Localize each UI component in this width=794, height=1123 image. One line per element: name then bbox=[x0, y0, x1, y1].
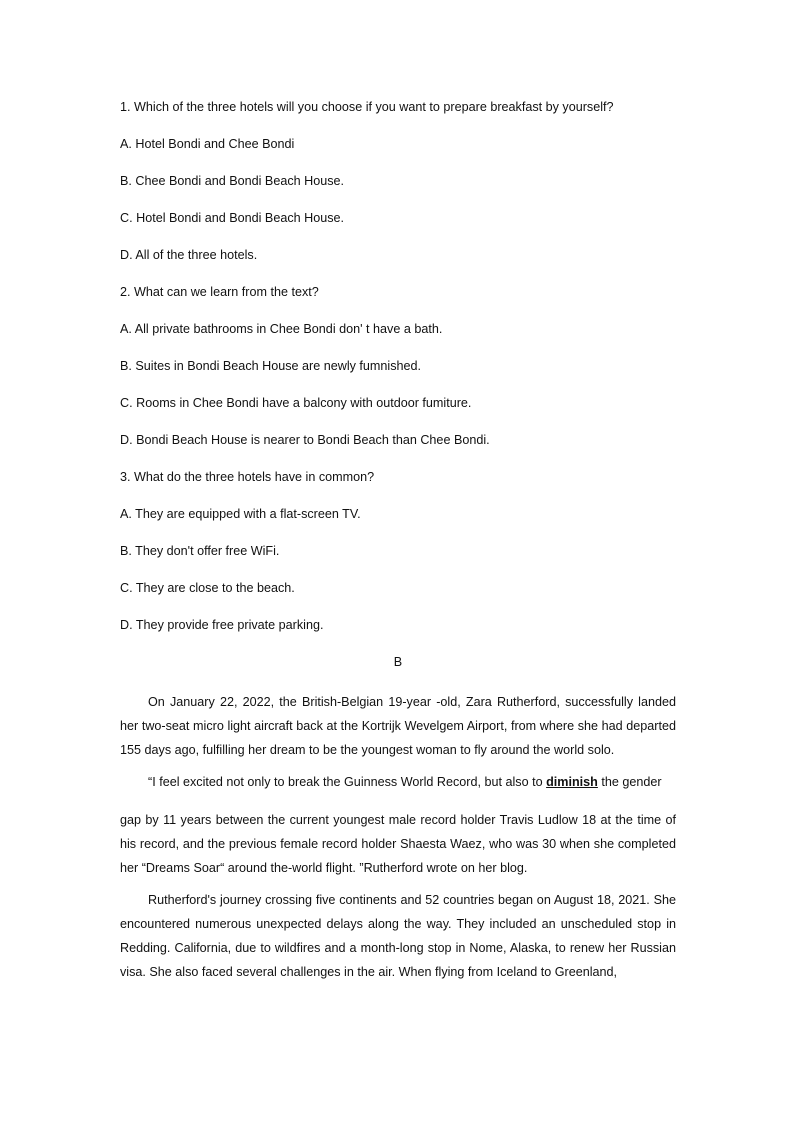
question-3-option-a: A. They are equipped with a flat-screen TV. bbox=[120, 507, 361, 521]
question-2-stem: 2. What can we learn from the text? bbox=[120, 285, 319, 299]
question-2-option-a: A. All private bathrooms in Chee Bondi don' t have a bath. bbox=[120, 322, 443, 336]
question-3-option-b: B. They don't offer free WiFi. bbox=[120, 544, 280, 558]
question-2-option-c: C. Rooms in Chee Bondi have a balcony with outdoor fumiture. bbox=[120, 396, 472, 410]
passage-paragraph-1: On January 22, 2022, the British-Belgian 19-year -old, Zara Rutherford, successfully landed her two-seat micro light aircraft back at the Kortrijk Wevelgem Airport, from where she had departed 155 days ago, fulfilling her dream to be the youngest woman to fly around the world solo. bbox=[120, 695, 676, 757]
question-3-option-d: D. They provide free private parking. bbox=[120, 618, 324, 632]
underlined-keyword: diminish bbox=[546, 775, 598, 789]
question-1-stem: 1. Which of the three hotels will you choose if you want to prepare breakfast by yourself? bbox=[120, 100, 614, 114]
question-1-option-d: D. All of the three hotels. bbox=[120, 248, 258, 262]
question-1-option-c: C. Hotel Bondi and Bondi Beach House. bbox=[120, 211, 345, 225]
question-2-option-b: B. Suites in Bondi Beach House are newly fumnished. bbox=[120, 359, 422, 373]
paragraph-2-lead: “I feel excited not only to break the Guinness World Record, but also to bbox=[148, 775, 547, 789]
document-page bbox=[120, 98, 676, 992]
question-2-option-d: D. Bondi Beach House is nearer to Bondi Beach than Chee Bondi. bbox=[120, 433, 490, 447]
question-3-stem: 3. What do the three hotels have in common? bbox=[120, 470, 375, 484]
passage-paragraph-2 bbox=[120, 770, 676, 794]
paragraph-2-tail: the gender bbox=[597, 775, 662, 789]
passage-paragraph-3: gap by 11 years between the current youngest male record holder Travis Ludlow 18 at the time of his record, and the previous female record holder Shaesta Waez, who was 30 when she completed her “Dreams Soar“ around the-world flight. ”Rutherford wrote on her blog. bbox=[120, 813, 676, 875]
question-3-option-c: C. They are close to the beach. bbox=[120, 581, 295, 595]
section-heading-b: B bbox=[393, 655, 403, 669]
question-1-option-a: A. Hotel Bondi and Chee Bondi bbox=[120, 137, 295, 151]
passage-paragraph-4: Rutherford's journey crossing five continents and 52 countries began on August 18, 2021. She encountered numerous unexpected delays along the way. They included an unscheduled stop in Redding. California, due to wildfires and a month-long stop in Nome, Alaska, to renew her Russian visa. She also faced several challenges in the air. When flying from Iceland to Greenland, bbox=[120, 893, 676, 979]
question-1-option-b: B. Chee Bondi and Bondi Beach House. bbox=[120, 174, 345, 188]
